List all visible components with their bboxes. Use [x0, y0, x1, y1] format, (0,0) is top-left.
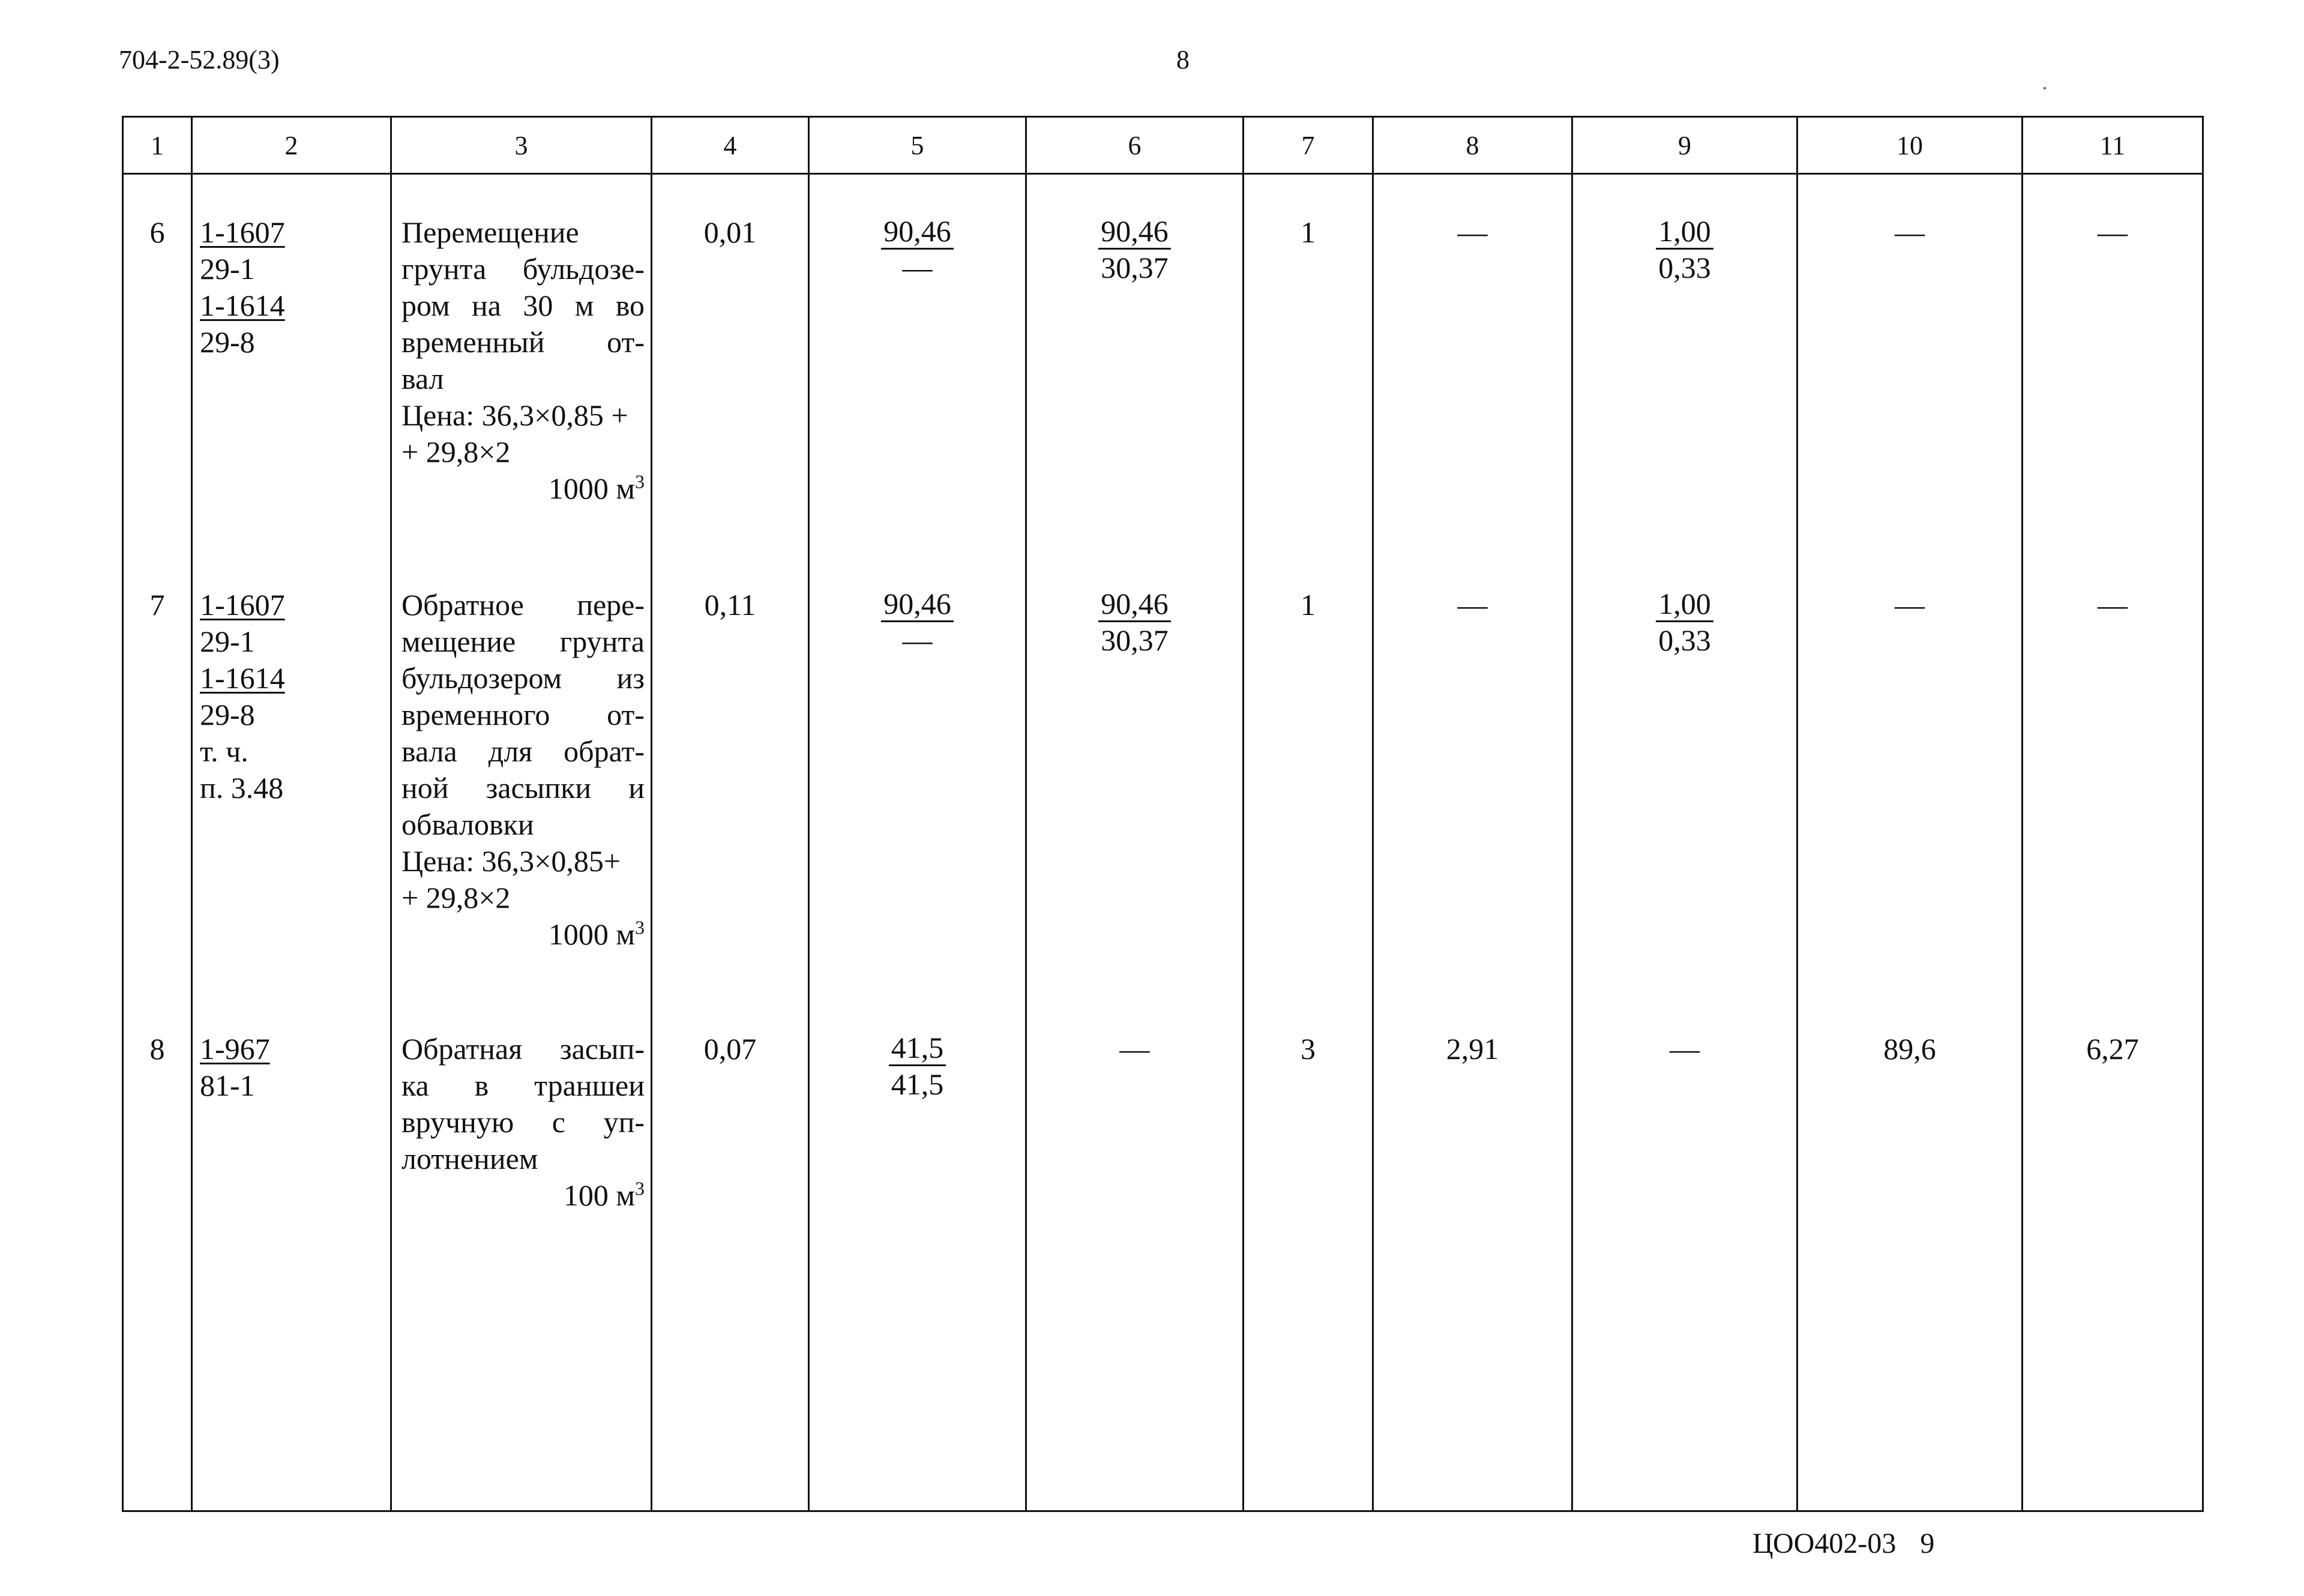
fraction-top: 90,46 — [881, 214, 954, 250]
column-header: 11 — [2023, 117, 2203, 174]
scan-speck — [2044, 87, 2046, 89]
column-number-row — [123, 117, 2203, 174]
footer-code: ЦОО402-03 — [1752, 1528, 1896, 1559]
sheet-footer — [1752, 1527, 1934, 1560]
column-header: 3 — [391, 117, 652, 174]
price-code: 29-8 — [200, 697, 255, 731]
price-code: 29-1 — [200, 252, 255, 286]
fraction-cell — [809, 546, 1026, 990]
description-line: грунта бульдозе- — [402, 252, 645, 286]
value-cell: — — [1572, 990, 1797, 1511]
fraction-bottom: 0,33 — [1658, 623, 1711, 657]
fraction-bottom: — — [902, 623, 933, 657]
table-row — [123, 546, 2203, 990]
price-codes — [192, 174, 391, 546]
price-code: 1-967 — [200, 1031, 270, 1066]
row-number: 7 — [123, 546, 192, 990]
fraction-cell — [809, 174, 1026, 546]
unit-text: 1000 м — [548, 472, 635, 505]
unit-of-measure — [402, 1177, 645, 1214]
price-code: 81-1 — [200, 1068, 255, 1102]
fraction-top: 90,46 — [1098, 587, 1171, 622]
price-code: 1-1614 — [200, 661, 285, 695]
value-cell: — — [1797, 174, 2023, 546]
fraction-cell — [1572, 546, 1797, 990]
description-line: лотнением — [402, 1141, 538, 1175]
fraction-bottom: 30,37 — [1101, 623, 1169, 657]
fraction-top: 90,46 — [1098, 214, 1171, 250]
estimate-table-frame — [122, 116, 2202, 1512]
fraction-top: 90,46 — [881, 587, 954, 622]
fraction-top: 1,00 — [1656, 587, 1713, 622]
unit-text: 100 м — [563, 1178, 635, 1212]
description-line: вручную с уп- — [402, 1105, 645, 1139]
table-row — [123, 174, 2203, 546]
unit-exponent: 3 — [635, 916, 645, 938]
unit-of-measure — [402, 916, 645, 953]
description-line: вал — [402, 362, 444, 395]
price-code: 29-1 — [200, 624, 255, 658]
quantity: 0,07 — [652, 990, 809, 1511]
description-line: ром на 30 м во — [402, 289, 645, 322]
value-cell: 1 — [1244, 174, 1373, 546]
value-cell: — — [1797, 546, 2023, 990]
fraction-bottom: 30,37 — [1101, 251, 1169, 284]
work-description — [391, 990, 652, 1511]
fraction-top: 1,00 — [1656, 214, 1713, 250]
quantity: 0,11 — [652, 546, 809, 990]
value-cell: 2,91 — [1373, 990, 1572, 1511]
fraction-top: 41,5 — [889, 1031, 946, 1066]
value-cell: — — [2023, 546, 2203, 990]
price-codes — [192, 546, 391, 990]
unit-text: 1000 м — [548, 917, 635, 951]
description-line: + 29,8×2 — [402, 880, 511, 914]
value-cell: — — [1373, 174, 1572, 546]
price-code: п. 3.48 — [200, 770, 284, 805]
column-header: 7 — [1244, 117, 1373, 174]
value-cell: 3 — [1244, 990, 1373, 1511]
fraction-cell — [809, 990, 1026, 1511]
column-header: 8 — [1373, 117, 1572, 174]
description-line: Цена: 36,3×0,85+ — [402, 844, 621, 878]
quantity: 0,01 — [652, 174, 809, 546]
price-code: 1-1607 — [200, 215, 285, 249]
value-cell: 89,6 — [1797, 990, 2023, 1511]
fraction-cell — [1026, 546, 1244, 990]
fraction-bottom: 41,5 — [891, 1067, 944, 1101]
description-line: временный от- — [402, 325, 645, 359]
description-line: мещение грунта — [402, 624, 645, 658]
column-header: 6 — [1026, 117, 1244, 174]
row-number: 6 — [123, 174, 192, 546]
value-cell: 6,27 — [2023, 990, 2203, 1511]
description-line: Цена: 36,3×0,85 + — [402, 398, 628, 432]
description-line: Перемещение — [402, 215, 579, 249]
description-line: + 29,8×2 — [402, 435, 511, 469]
unit-of-measure — [402, 470, 645, 507]
price-code: т. ч. — [200, 734, 248, 768]
description-line: вала для обрат- — [402, 734, 645, 768]
description-line: ной засыпки и — [402, 770, 645, 805]
description-line: временного от- — [402, 697, 645, 731]
unit-exponent: 3 — [635, 470, 645, 493]
estimate-table — [122, 116, 2204, 1512]
description-line: обваловки — [402, 807, 534, 841]
column-header: 2 — [192, 117, 391, 174]
price-codes — [192, 990, 391, 1511]
price-code: 1-1607 — [200, 587, 285, 622]
column-header: 5 — [809, 117, 1026, 174]
description-line: ка в траншеи — [402, 1068, 645, 1102]
fraction-cell — [1572, 174, 1797, 546]
page-number: 8 — [1176, 45, 1190, 74]
work-description — [391, 174, 652, 546]
column-header: 1 — [123, 117, 192, 174]
value-cell: — — [2023, 174, 2203, 546]
description-line: бульдозером из — [402, 661, 645, 695]
footer-page: 9 — [1920, 1528, 1935, 1559]
price-code: 29-8 — [200, 325, 255, 359]
value-cell: — — [1026, 990, 1244, 1511]
price-code: 1-1614 — [200, 289, 285, 322]
unit-exponent: 3 — [635, 1177, 645, 1199]
work-description — [391, 546, 652, 990]
document-code: 704-2-52.89(3) — [119, 45, 280, 74]
column-header: 10 — [1797, 117, 2023, 174]
description-line: Обратное пере- — [402, 587, 645, 622]
value-cell: — — [1373, 546, 1572, 990]
column-header: 4 — [652, 117, 809, 174]
fraction-cell — [1026, 174, 1244, 546]
description-line: Обратная засып- — [402, 1031, 645, 1066]
fraction-bottom: 0,33 — [1658, 251, 1711, 284]
row-number: 8 — [123, 990, 192, 1511]
fraction-bottom: — — [902, 251, 933, 284]
column-header: 9 — [1572, 117, 1797, 174]
table-row — [123, 990, 2203, 1511]
value-cell: 1 — [1244, 546, 1373, 990]
